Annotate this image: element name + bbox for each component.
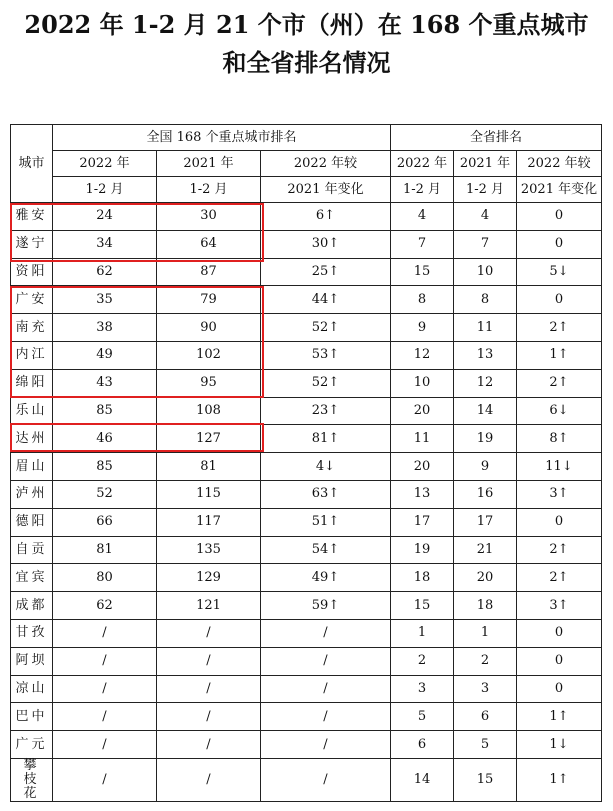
- table-row: [11, 592, 602, 620]
- cell-province-2021: 1: [454, 619, 517, 647]
- cell-national-change: 63↑: [261, 480, 391, 508]
- cell-province-2021: 5: [454, 731, 517, 759]
- cell-national-2021: /: [157, 758, 261, 801]
- cell-province-2022: 17: [391, 508, 454, 536]
- header-national-2021-year: 2021 年: [157, 151, 261, 177]
- cell-province-2022: 13: [391, 480, 454, 508]
- cell-province-2022: 14: [391, 758, 454, 801]
- cell-province-change: 1↑: [517, 758, 602, 801]
- table-row: [11, 397, 602, 425]
- cell-province-change: 1↑: [517, 341, 602, 369]
- cell-national-2022: 85: [53, 397, 157, 425]
- cell-national-2022: 35: [53, 286, 157, 314]
- cell-national-2022: 34: [53, 230, 157, 258]
- cell-national-2022: 85: [53, 453, 157, 481]
- cell-city: 内江: [11, 341, 53, 369]
- header-province-change-bottom: 2021 年变化: [517, 177, 602, 203]
- cell-national-2022: /: [53, 758, 157, 801]
- cell-province-2022: 10: [391, 369, 454, 397]
- cell-national-2021: 117: [157, 508, 261, 536]
- header-national-group: 全国 168 个重点城市排名: [53, 125, 391, 151]
- cell-national-2022: 62: [53, 592, 157, 620]
- cell-province-2021: 15: [454, 758, 517, 801]
- cell-national-change: 49↑: [261, 564, 391, 592]
- cell-city: 眉山: [11, 453, 53, 481]
- page-title-line-1: 2022 年 1-2 月 21 个市（州）在 168 个重点城市: [24, 10, 589, 39]
- table-row: [11, 564, 602, 592]
- cell-national-2022: 43: [53, 369, 157, 397]
- table-body: [11, 203, 602, 802]
- cell-city: 阿坝: [11, 647, 53, 675]
- cell-national-2021: 79: [157, 286, 261, 314]
- header-city: 城市: [11, 125, 53, 203]
- cell-national-change: 52↑: [261, 369, 391, 397]
- cell-province-2022: 20: [391, 453, 454, 481]
- cell-national-change: 59↑: [261, 592, 391, 620]
- cell-city: 绵阳: [11, 369, 53, 397]
- table-row: [11, 619, 602, 647]
- cell-city: 巴中: [11, 703, 53, 731]
- cell-national-2022: 49: [53, 341, 157, 369]
- cell-province-2022: 9: [391, 314, 454, 342]
- cell-city: 南充: [11, 314, 53, 342]
- cell-province-2022: 7: [391, 230, 454, 258]
- table-row: [11, 647, 602, 675]
- cell-province-2021: 14: [454, 397, 517, 425]
- cell-national-2022: /: [53, 703, 157, 731]
- table-row: [11, 425, 602, 453]
- cell-national-2022: /: [53, 731, 157, 759]
- cell-national-change: 4↓: [261, 453, 391, 481]
- cell-national-2021: /: [157, 703, 261, 731]
- cell-province-change: 2↑: [517, 564, 602, 592]
- cell-province-change: 2↑: [517, 536, 602, 564]
- cell-province-2022: 11: [391, 425, 454, 453]
- table-row: [11, 508, 602, 536]
- page-title-line-2: 和全省排名情况: [222, 48, 391, 77]
- cell-province-change: 0: [517, 647, 602, 675]
- cell-city: 攀枝花: [11, 758, 53, 801]
- header-national-2021-period: 1-2 月: [157, 177, 261, 203]
- cell-national-change: /: [261, 675, 391, 703]
- cell-national-change: 81↑: [261, 425, 391, 453]
- table-row: [11, 675, 602, 703]
- cell-national-2022: 52: [53, 480, 157, 508]
- cell-province-2021: 3: [454, 675, 517, 703]
- header-province-group: 全省排名: [391, 125, 602, 151]
- header-national-2022-period: 1-2 月: [53, 177, 157, 203]
- cell-city: 广元: [11, 731, 53, 759]
- cell-province-change: 11↓: [517, 453, 602, 481]
- cell-national-2021: 129: [157, 564, 261, 592]
- cell-province-2021: 17: [454, 508, 517, 536]
- table-row: [11, 341, 602, 369]
- cell-city: 乐山: [11, 397, 53, 425]
- cell-province-2021: 6: [454, 703, 517, 731]
- cell-province-2022: 19: [391, 536, 454, 564]
- cell-province-2021: 11: [454, 314, 517, 342]
- cell-national-2021: 95: [157, 369, 261, 397]
- cell-national-change: 6↑: [261, 203, 391, 231]
- table-row: [11, 314, 602, 342]
- cell-national-change: 53↑: [261, 341, 391, 369]
- header-province-2022-period: 1-2 月: [391, 177, 454, 203]
- cell-national-change: 44↑: [261, 286, 391, 314]
- header-province-2022-year: 2022 年: [391, 151, 454, 177]
- cell-province-2021: 7: [454, 230, 517, 258]
- cell-city: 自贡: [11, 536, 53, 564]
- cell-national-2021: 121: [157, 592, 261, 620]
- cell-province-change: 2↑: [517, 369, 602, 397]
- table-header: [11, 125, 602, 203]
- table-row: [11, 286, 602, 314]
- cell-province-2022: 15: [391, 592, 454, 620]
- cell-province-2022: 4: [391, 203, 454, 231]
- cell-province-2022: 20: [391, 397, 454, 425]
- cell-province-change: 0: [517, 203, 602, 231]
- cell-province-change: 2↑: [517, 314, 602, 342]
- cell-province-2021: 13: [454, 341, 517, 369]
- cell-city: 宜宾: [11, 564, 53, 592]
- table-row: [11, 536, 602, 564]
- cell-national-change: 25↑: [261, 258, 391, 286]
- cell-city: 成都: [11, 592, 53, 620]
- cell-province-2022: 3: [391, 675, 454, 703]
- cell-city: 德阳: [11, 508, 53, 536]
- header-province-change-top: 2022 年较: [517, 151, 602, 177]
- cell-national-change: 51↑: [261, 508, 391, 536]
- cell-national-2021: /: [157, 619, 261, 647]
- cell-province-2021: 12: [454, 369, 517, 397]
- cell-national-2021: 81: [157, 453, 261, 481]
- cell-national-2022: 62: [53, 258, 157, 286]
- cell-city: 资阳: [11, 258, 53, 286]
- cell-national-2021: 30: [157, 203, 261, 231]
- cell-province-2022: 1: [391, 619, 454, 647]
- cell-national-2021: 90: [157, 314, 261, 342]
- cell-province-2021: 20: [454, 564, 517, 592]
- cell-province-change: 1↓: [517, 731, 602, 759]
- cell-national-change: 54↑: [261, 536, 391, 564]
- cell-province-2021: 19: [454, 425, 517, 453]
- cell-province-change: 0: [517, 230, 602, 258]
- cell-province-2021: 9: [454, 453, 517, 481]
- cell-national-2021: /: [157, 675, 261, 703]
- cell-national-2021: 127: [157, 425, 261, 453]
- cell-city: 甘孜: [11, 619, 53, 647]
- cell-province-change: 5↓: [517, 258, 602, 286]
- cell-national-2021: /: [157, 731, 261, 759]
- cell-national-change: /: [261, 647, 391, 675]
- cell-province-2022: 8: [391, 286, 454, 314]
- header-province-2021-period: 1-2 月: [454, 177, 517, 203]
- table-row: [11, 703, 602, 731]
- cell-province-change: 0: [517, 286, 602, 314]
- cell-national-2022: 46: [53, 425, 157, 453]
- cell-province-2022: 6: [391, 731, 454, 759]
- cell-province-2021: 8: [454, 286, 517, 314]
- cell-province-2021: 18: [454, 592, 517, 620]
- cell-province-2021: 10: [454, 258, 517, 286]
- cell-province-2021: 16: [454, 480, 517, 508]
- cell-national-2022: 80: [53, 564, 157, 592]
- cell-province-change: 0: [517, 675, 602, 703]
- ranking-table: [10, 124, 602, 802]
- cell-national-change: 52↑: [261, 314, 391, 342]
- table-row: [11, 453, 602, 481]
- cell-province-2022: 2: [391, 647, 454, 675]
- cell-national-change: /: [261, 703, 391, 731]
- table-row: [11, 258, 602, 286]
- cell-province-change: 1↑: [517, 703, 602, 731]
- cell-national-change: /: [261, 731, 391, 759]
- cell-national-2021: 115: [157, 480, 261, 508]
- cell-city: 遂宁: [11, 230, 53, 258]
- header-national-change-top: 2022 年较: [261, 151, 391, 177]
- cell-national-2021: /: [157, 647, 261, 675]
- cell-national-2021: 64: [157, 230, 261, 258]
- cell-national-2022: /: [53, 675, 157, 703]
- header-national-2022-year: 2022 年: [53, 151, 157, 177]
- cell-national-2021: 108: [157, 397, 261, 425]
- table-row: [11, 230, 602, 258]
- cell-national-2022: 66: [53, 508, 157, 536]
- table-row: [11, 480, 602, 508]
- table-row: [11, 203, 602, 231]
- cell-province-change: 0: [517, 619, 602, 647]
- cell-city: 广安: [11, 286, 53, 314]
- cell-national-2021: 102: [157, 341, 261, 369]
- cell-national-change: 30↑: [261, 230, 391, 258]
- table-row: [11, 731, 602, 759]
- cell-province-change: 3↑: [517, 480, 602, 508]
- cell-city: 雅安: [11, 203, 53, 231]
- cell-national-2022: 38: [53, 314, 157, 342]
- cell-province-change: 0: [517, 508, 602, 536]
- cell-province-2022: 18: [391, 564, 454, 592]
- cell-province-change: 8↑: [517, 425, 602, 453]
- header-province-2021-year: 2021 年: [454, 151, 517, 177]
- cell-national-2021: 135: [157, 536, 261, 564]
- cell-national-change: /: [261, 758, 391, 801]
- cell-province-2021: 21: [454, 536, 517, 564]
- cell-province-2021: 4: [454, 203, 517, 231]
- cell-province-change: 6↓: [517, 397, 602, 425]
- cell-province-2021: 2: [454, 647, 517, 675]
- cell-city: 凉山: [11, 675, 53, 703]
- cell-national-change: 23↑: [261, 397, 391, 425]
- cell-national-2022: 81: [53, 536, 157, 564]
- header-national-change-bottom: 2021 年变化: [261, 177, 391, 203]
- cell-national-2022: /: [53, 647, 157, 675]
- cell-national-2022: 24: [53, 203, 157, 231]
- cell-province-2022: 12: [391, 341, 454, 369]
- table-row: [11, 369, 602, 397]
- cell-province-change: 3↑: [517, 592, 602, 620]
- cell-national-2022: /: [53, 619, 157, 647]
- cell-national-2021: 87: [157, 258, 261, 286]
- cell-city: 达州: [11, 425, 53, 453]
- cell-city: 泸州: [11, 480, 53, 508]
- cell-province-2022: 15: [391, 258, 454, 286]
- cell-national-change: /: [261, 619, 391, 647]
- cell-province-2022: 5: [391, 703, 454, 731]
- table-row: [11, 758, 602, 801]
